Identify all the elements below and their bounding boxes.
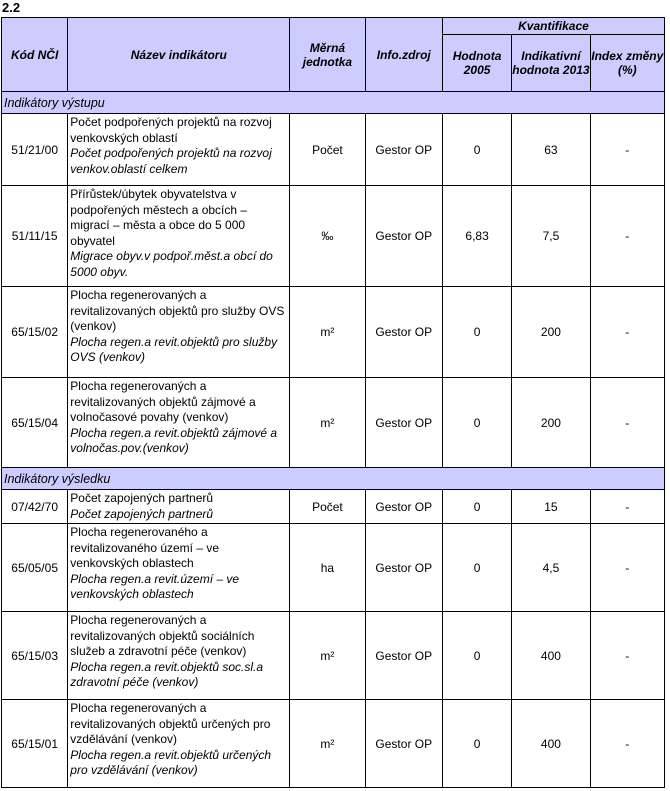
value-2005: 0: [442, 490, 511, 524]
index-change: -: [590, 700, 664, 788]
header-hodnota-2005: Hodnota 2005: [442, 35, 511, 92]
table-row: [2, 524, 665, 612]
indicator-name-cell: [68, 490, 290, 524]
indicator-name-cell: [68, 612, 290, 700]
header-kod: Kód NČI: [2, 18, 68, 92]
unit-cell: ha: [290, 524, 365, 612]
indicator-short-name: Počet podpořených projektů na rozvoj venkov.oblastí celkem: [70, 146, 272, 176]
indicator-name-cell: [68, 287, 290, 378]
value-2013: 15: [512, 490, 590, 524]
indicator-name-cell: [68, 378, 290, 468]
source-cell: Gestor OP: [365, 700, 442, 788]
unit-cell: m²: [290, 378, 365, 468]
index-change: -: [590, 186, 664, 287]
value-2005: 0: [442, 378, 511, 468]
section-row: [2, 92, 665, 114]
indicator-short-name: Plocha regen.a revit.objektů určených pro vzdělávání (venkov): [70, 747, 272, 777]
source-cell: Gestor OP: [365, 524, 442, 612]
value-2013: 200: [512, 287, 590, 378]
source-cell: Gestor OP: [365, 114, 442, 186]
indicator-short-name: Migrace obyv.v podpoř.měst.a obcí do 5000 obyv.: [70, 249, 273, 279]
indicator-short-name: Plocha regen.a revit.objektů pro služby OVS (venkov): [70, 334, 278, 364]
indicator-name: Plocha regenerovaných a revitalizovaných objektů pro služby OVS (venkov): [70, 288, 285, 333]
table-row: [2, 378, 665, 468]
value-2013: 400: [512, 612, 590, 700]
unit-cell: m²: [290, 612, 365, 700]
index-change: -: [590, 287, 664, 378]
header-zdroj: Info.zdroj: [365, 18, 442, 92]
indicator-code: 65/15/01: [2, 700, 68, 788]
table-body: [2, 92, 665, 788]
index-change: -: [590, 524, 664, 612]
indicator-name: Plocha regenerovaného a revitalizovaného území – ve venkovských oblastech: [70, 525, 220, 570]
index-change: -: [590, 378, 664, 468]
indicator-short-name: Plocha regen.a revit.území – ve venkovských oblastech: [70, 571, 240, 601]
indicator-name: Plocha regenerovaných a revitalizovaných objektů sociálních služeb a zdravotní péče (venkov): [70, 613, 255, 658]
indicator-short-name: Plocha regen.a revit.objektů zájmové a volnočas.pov.(venkov): [70, 425, 278, 455]
value-2013: 7,5: [512, 186, 590, 287]
header-index-zmeny: Index změny (%): [590, 35, 664, 92]
indicator-code: 65/15/02: [2, 287, 68, 378]
table-row: [2, 114, 665, 186]
source-cell: Gestor OP: [365, 612, 442, 700]
indicator-name: Počet zapojených partnerů: [70, 491, 214, 505]
indicator-code: 51/11/15: [2, 186, 68, 287]
source-cell: Gestor OP: [365, 490, 442, 524]
value-2005: 0: [442, 524, 511, 612]
value-2005: 6,83: [442, 186, 511, 287]
index-change: -: [590, 490, 664, 524]
unit-cell: ‰: [290, 186, 365, 287]
unit-cell: Počet: [290, 490, 365, 524]
unit-cell: Počet: [290, 114, 365, 186]
indicator-code: 65/05/05: [2, 524, 68, 612]
table-row: [2, 612, 665, 700]
header-jednotka: Měrná jednotka: [290, 18, 365, 92]
value-2005: 0: [442, 287, 511, 378]
value-2005: 0: [442, 612, 511, 700]
value-2013: 63: [512, 114, 590, 186]
value-2013: 4,5: [512, 524, 590, 612]
indicator-name-cell: [68, 700, 290, 788]
unit-cell: m²: [290, 287, 365, 378]
value-2013: 400: [512, 700, 590, 788]
header-indikativni-hodnota: Indikativní hodnota 2013: [512, 35, 590, 92]
source-cell: Gestor OP: [365, 186, 442, 287]
indicator-short-name: Plocha regen.a revit.objektů soc.sl.a zdravotní péče (venkov): [70, 659, 264, 689]
value-2005: 0: [442, 700, 511, 788]
table-row: [2, 186, 665, 287]
index-change: -: [590, 114, 664, 186]
table-row: [2, 490, 665, 524]
source-cell: Gestor OP: [365, 287, 442, 378]
indicator-table: [1, 17, 665, 788]
indicator-name-cell: [68, 524, 290, 612]
unit-cell: m²: [290, 700, 365, 788]
section-label: Indikátory výstupu: [2, 92, 665, 114]
section-label: Indikátory výsledku: [2, 468, 665, 490]
table-row: [2, 700, 665, 788]
indicator-short-name: Počet zapojených partnerů: [70, 506, 214, 521]
indicator-name: Přírůstek/úbytek obyvatelstva v podpořených městech a obcích – migrací – města a obce do 5 000 obyvatel: [70, 187, 248, 248]
header-kvantifikace: Kvantifikace: [442, 18, 664, 35]
indicator-name: Plocha regenerovaných a revitalizovaných objektů určených pro vzdělávání (venkov): [70, 701, 271, 746]
index-change: -: [590, 612, 664, 700]
indicator-code: 07/42/70: [2, 490, 68, 524]
value-2005: 0: [442, 114, 511, 186]
indicator-code: 65/15/03: [2, 612, 68, 700]
value-2013: 200: [512, 378, 590, 468]
indicator-code: 51/21/00: [2, 114, 68, 186]
indicator-name-cell: [68, 186, 290, 287]
section-row: [2, 468, 665, 490]
header-nazev: Název indikátoru: [68, 18, 290, 92]
indicator-name: Počet podpořených projektů na rozvoj venkovských oblastí: [70, 115, 272, 145]
section-number: 2.2: [2, 0, 21, 15]
indicator-name-cell: [68, 114, 290, 186]
table-row: [2, 287, 665, 378]
indicator-name: Plocha regenerovaných a revitalizovaných objektů zájmové a volnočasové povahy (venkov): [70, 379, 256, 424]
indicator-code: 65/15/04: [2, 378, 68, 468]
source-cell: Gestor OP: [365, 378, 442, 468]
